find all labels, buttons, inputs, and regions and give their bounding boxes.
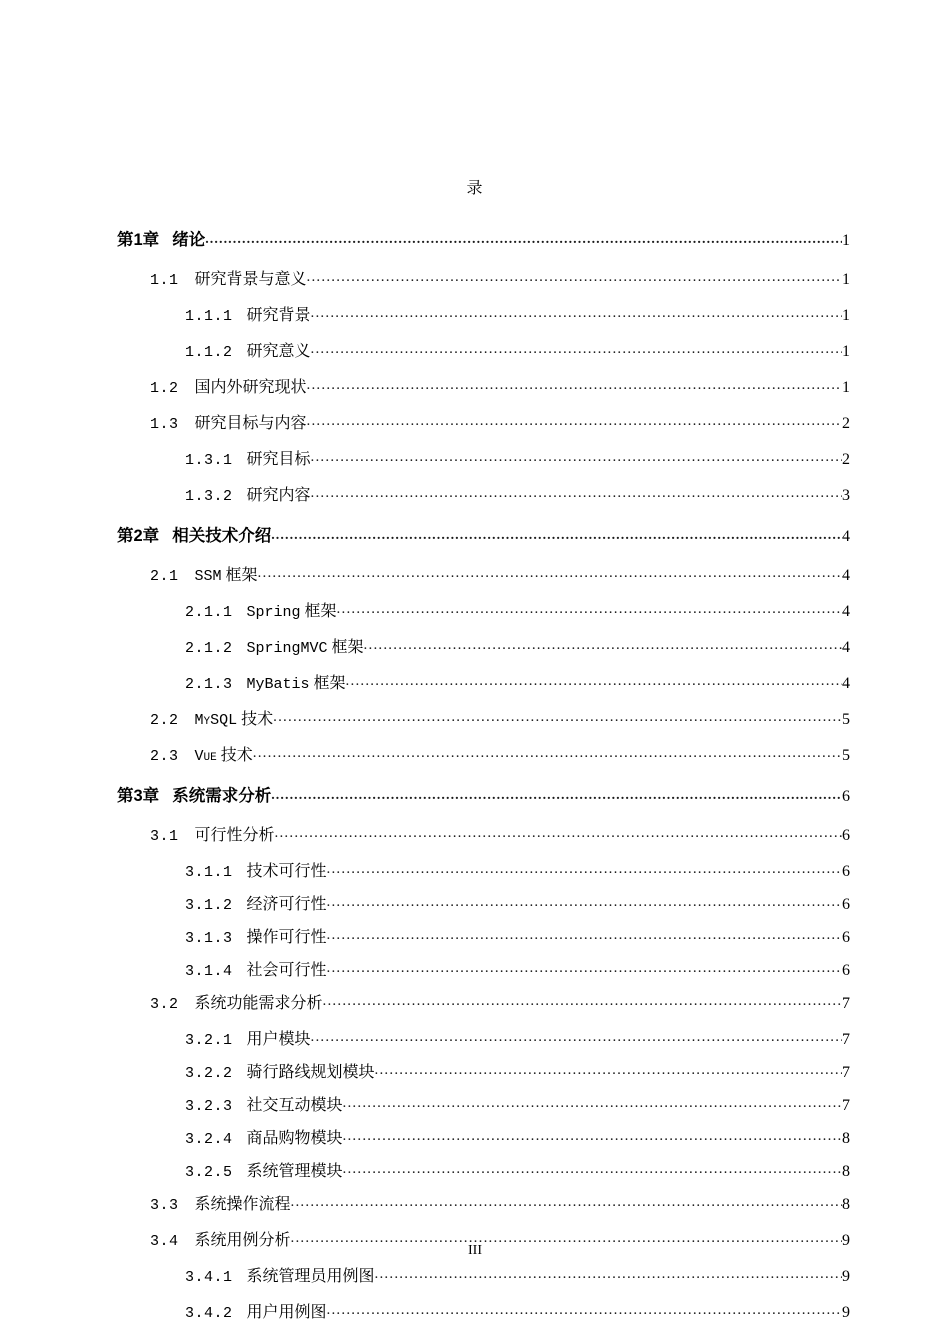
toc-entry-number: 3.3 — [150, 1197, 179, 1214]
toc-entry-label: MyBatis 框架 — [246, 675, 346, 693]
toc-entry-label: Vue 技术 — [194, 747, 253, 765]
latin-term: MyBatis — [246, 676, 310, 693]
toc-entry-level-2[interactable] — [0, 562, 950, 598]
toc-dot-leader — [258, 564, 842, 582]
toc-entry-label: 社会可行性 — [246, 962, 327, 979]
toc-dot-leader — [311, 340, 842, 358]
toc-entry-page-number: 1 — [842, 379, 850, 396]
toc-entry-label: Spring 框架 — [246, 603, 337, 621]
toc-entry-level-3[interactable] — [0, 1059, 950, 1092]
toc-entry-page-number: 6 — [842, 896, 850, 913]
toc-entry-level-3[interactable] — [0, 446, 950, 482]
toc-entry-page-number: 1 — [842, 232, 850, 249]
table-of-contents — [0, 226, 950, 1335]
toc-dot-leader — [327, 959, 842, 977]
toc-entry-label: 相关技术介绍 — [172, 527, 272, 545]
toc-entry-page-number: 9 — [842, 1304, 850, 1321]
toc-entry-number: 3.4.1 — [185, 1269, 233, 1286]
toc-entry-label: 系统操作流程 — [194, 1196, 291, 1213]
toc-entry-label: 系统管理模块 — [246, 1163, 343, 1180]
toc-entry-page-number: 2 — [842, 451, 850, 468]
toc-entry-level-3[interactable] — [0, 1158, 950, 1191]
toc-dot-leader — [337, 600, 842, 618]
toc-dot-leader — [275, 824, 842, 842]
toc-dot-leader — [323, 992, 842, 1010]
toc-entry-level-3[interactable] — [0, 1092, 950, 1125]
toc-entry-number: 1.2 — [150, 380, 179, 397]
toc-entry-level-3[interactable] — [0, 670, 950, 706]
toc-entry-label: 研究背景与意义 — [194, 271, 307, 288]
toc-entry-page-number: 8 — [842, 1163, 850, 1180]
toc-entry-label: 用户用例图 — [246, 1304, 327, 1321]
toc-dot-leader — [346, 672, 842, 690]
toc-entry-page-number: 4 — [842, 528, 850, 545]
toc-entry-label: 操作可行性 — [246, 929, 327, 946]
toc-entry-page-number: 1 — [842, 343, 850, 360]
toc-entry-page-number: 6 — [842, 962, 850, 979]
toc-entry-level-3[interactable] — [0, 1299, 950, 1335]
toc-dot-leader — [273, 708, 842, 726]
toc-entry-level-1[interactable] — [0, 782, 950, 822]
toc-entry-page-number: 2 — [842, 415, 850, 432]
toc-entry-level-3[interactable] — [0, 858, 950, 891]
toc-entry-level-3[interactable] — [0, 598, 950, 634]
toc-entry-number: 3.4.2 — [185, 1305, 233, 1322]
toc-entry-level-3[interactable] — [0, 1026, 950, 1059]
toc-dot-leader — [291, 1193, 842, 1211]
latin-term: Spring — [246, 604, 301, 621]
toc-entry-label: SSM 框架 — [194, 567, 258, 585]
toc-dot-leader — [375, 1265, 842, 1283]
toc-entry-page-number: 8 — [842, 1196, 850, 1213]
page-number-footer: III — [468, 1243, 482, 1258]
toc-dot-leader — [343, 1127, 842, 1145]
toc-entry-number: 3.2.3 — [185, 1098, 233, 1115]
toc-entry-label: 商品购物模块 — [246, 1130, 343, 1147]
toc-entry-number: 3.2.4 — [185, 1131, 233, 1148]
toc-entry-label: 骑行路线规划模块 — [246, 1064, 375, 1081]
toc-entry-page-number: 6 — [842, 929, 850, 946]
toc-entry-number: 3.1 — [150, 828, 179, 845]
toc-entry-level-3[interactable] — [0, 338, 950, 374]
toc-entry-level-2[interactable] — [0, 742, 950, 778]
toc-entry-label: 系统用例分析 — [194, 1232, 291, 1249]
toc-entry-number: 3.2 — [150, 996, 179, 1013]
toc-entry-page-number: 4 — [842, 639, 850, 656]
toc-entry-label: 社交互动模块 — [246, 1097, 343, 1114]
toc-entry-number: 2.2 — [150, 712, 179, 729]
toc-entry-level-1[interactable] — [0, 522, 950, 562]
toc-entry-label: 研究目标 — [246, 451, 311, 468]
toc-dot-leader — [311, 1028, 842, 1046]
toc-entry-page-number: 6 — [842, 788, 850, 805]
toc-entry-label: 系统需求分析 — [172, 787, 272, 805]
toc-entry-label: 用户模块 — [246, 1031, 311, 1048]
toc-entry-page-number: 1 — [842, 271, 850, 288]
toc-entry-page-number: 4 — [842, 567, 850, 584]
toc-dot-leader — [327, 926, 842, 944]
toc-entry-level-3[interactable] — [0, 891, 950, 924]
toc-entry-label: 经济可行性 — [246, 896, 327, 913]
toc-dot-leader — [364, 636, 842, 654]
toc-entry-label: 研究内容 — [246, 487, 311, 504]
toc-entry-number: 2.1.2 — [185, 640, 233, 657]
toc-entry-level-2[interactable] — [0, 706, 950, 742]
toc-dot-leader — [307, 412, 842, 430]
latin-term: Vue — [194, 748, 217, 765]
toc-dot-leader — [271, 785, 842, 804]
toc-dot-leader — [311, 448, 842, 466]
latin-term: SSM — [194, 568, 222, 585]
toc-entry-number: 1.3.1 — [185, 452, 233, 469]
toc-entry-level-2[interactable] — [0, 1191, 950, 1227]
toc-dot-leader — [375, 1061, 842, 1079]
toc-entry-number: 3.1.2 — [185, 897, 233, 914]
toc-entry-number: 1.3 — [150, 416, 179, 433]
toc-entry-label: 国内外研究现状 — [194, 379, 307, 396]
toc-entry-number: 第2章 — [117, 527, 160, 545]
toc-entry-label: 技术可行性 — [246, 863, 327, 880]
toc-entry-level-3[interactable] — [0, 1263, 950, 1299]
toc-entry-level-1[interactable] — [0, 226, 950, 266]
toc-entry-number: 2.3 — [150, 748, 179, 765]
toc-dot-leader — [311, 484, 842, 502]
toc-entry-number: 3.1.1 — [185, 864, 233, 881]
toc-entry-level-3[interactable] — [0, 302, 950, 338]
toc-entry-page-number: 4 — [842, 603, 850, 620]
toc-entry-label: 绪论 — [172, 231, 206, 249]
toc-entry-page-number: 7 — [842, 1064, 850, 1081]
toc-entry-page-number: 9 — [842, 1268, 850, 1285]
toc-entry-number: 2.1 — [150, 568, 179, 585]
toc-entry-label: 研究意义 — [246, 343, 311, 360]
toc-entry-page-number: 3 — [842, 487, 850, 504]
toc-entry-page-number: 1 — [842, 307, 850, 324]
toc-dot-leader — [307, 376, 842, 394]
toc-dot-leader — [307, 268, 842, 286]
toc-entry-page-number: 7 — [842, 1031, 850, 1048]
toc-entry-page-number: 4 — [842, 675, 850, 692]
toc-entry-number: 3.2.2 — [185, 1065, 233, 1082]
toc-entry-number: 2.1.1 — [185, 604, 233, 621]
toc-entry-level-3[interactable] — [0, 482, 950, 518]
toc-entry-number: 3.1.4 — [185, 963, 233, 980]
toc-entry-page-number: 5 — [842, 711, 850, 728]
toc-entry-number: 1.1.1 — [185, 308, 233, 325]
toc-entry-level-2[interactable] — [0, 822, 950, 858]
toc-dot-leader — [311, 304, 842, 322]
toc-dot-leader — [253, 744, 842, 762]
toc-entry-number: 1.1.2 — [185, 344, 233, 361]
toc-entry-number: 第1章 — [117, 231, 160, 249]
toc-entry-label: 可行性分析 — [194, 827, 275, 844]
toc-entry-number: 1.1 — [150, 272, 179, 289]
toc-dot-leader — [327, 893, 842, 911]
toc-entry-level-3[interactable] — [0, 957, 950, 990]
toc-entry-page-number: 6 — [842, 827, 850, 844]
toc-entry-page-number: 5 — [842, 747, 850, 764]
toc-dot-leader — [271, 525, 842, 544]
toc-entry-label: 研究背景 — [246, 307, 311, 324]
latin-term: MySQL — [194, 712, 238, 729]
latin-term: SpringMVC — [246, 640, 328, 657]
toc-entry-page-number: 7 — [842, 1097, 850, 1114]
toc-entry-number: 第3章 — [117, 787, 160, 805]
toc-entry-label: MySQL 技术 — [194, 711, 274, 729]
toc-dot-leader — [205, 229, 842, 248]
page-title: 录 — [466, 180, 484, 197]
toc-entry-number: 3.2.1 — [185, 1032, 233, 1049]
toc-entry-level-3[interactable] — [0, 1125, 950, 1158]
toc-entry-number: 2.1.3 — [185, 676, 233, 693]
toc-entry-number: 1.3.2 — [185, 488, 233, 505]
toc-entry-number: 3.2.5 — [185, 1164, 233, 1181]
toc-dot-leader — [327, 1301, 842, 1319]
toc-dot-leader — [343, 1094, 842, 1112]
toc-entry-label: 系统管理员用例图 — [246, 1268, 375, 1285]
toc-entry-label: 系统功能需求分析 — [194, 995, 323, 1012]
toc-entry-label: 研究目标与内容 — [194, 415, 307, 432]
toc-entry-level-2[interactable] — [0, 410, 950, 446]
toc-dot-leader — [327, 860, 842, 878]
toc-entry-page-number: 9 — [842, 1232, 850, 1249]
toc-entry-page-number: 6 — [842, 863, 850, 880]
toc-entry-level-3[interactable] — [0, 924, 950, 957]
toc-entry-level-2[interactable] — [0, 990, 950, 1026]
toc-entry-page-number: 8 — [842, 1130, 850, 1147]
toc-entry-level-3[interactable] — [0, 634, 950, 670]
toc-entry-page-number: 7 — [842, 995, 850, 1012]
toc-entry-number: 3.4 — [150, 1233, 179, 1250]
toc-entry-level-2[interactable] — [0, 266, 950, 302]
toc-dot-leader — [343, 1160, 842, 1178]
toc-entry-number: 3.1.3 — [185, 930, 233, 947]
toc-entry-level-2[interactable] — [0, 374, 950, 410]
toc-entry-label: SpringMVC 框架 — [246, 639, 364, 657]
